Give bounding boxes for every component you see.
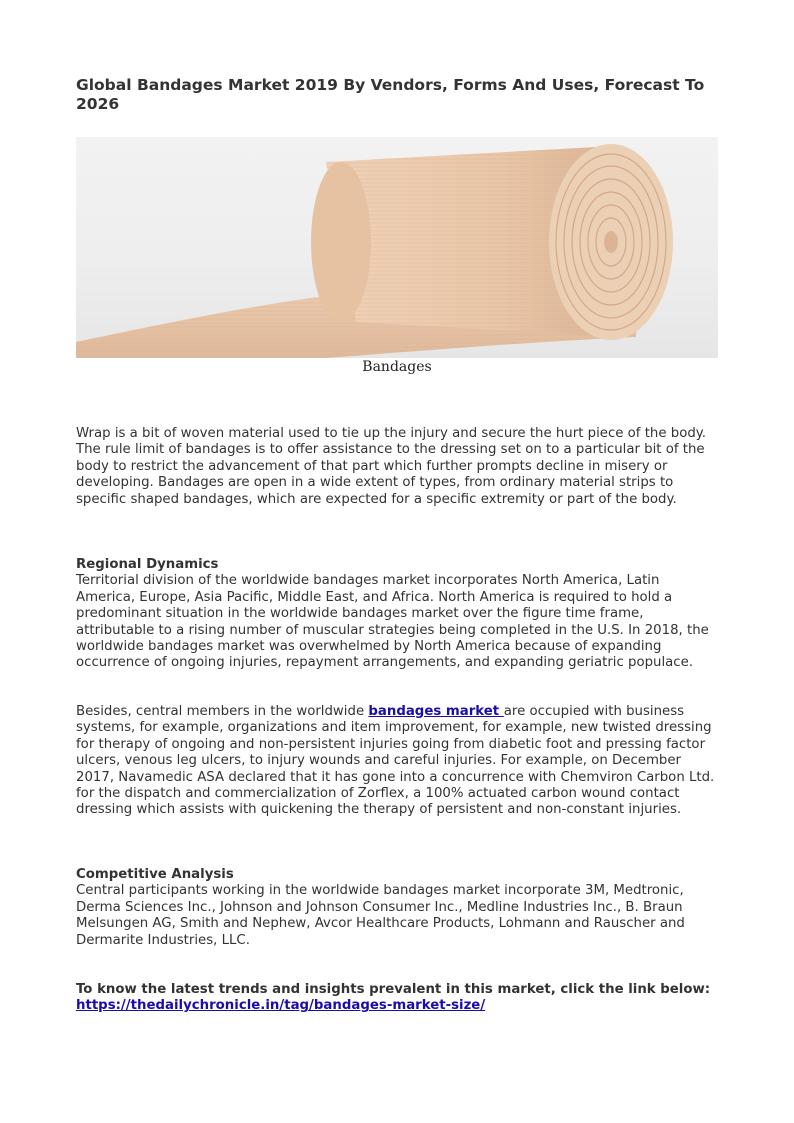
bandages-market-link[interactable]: bandages market [368,704,504,719]
intro-paragraph: Wrap is a bit of woven material used to tie up the injury and secure the hurt piece of the body. The rule limit of bandages is to offer assistance to the dressing set on to a particular bit of the body to restrict the advancement of that part which further prompts decline in misery or developing. Bandages are open in a wide extent of types, from ordinary material strips to specific shaped bandages, which are expected for a specific extremity or part of the body. [76,426,706,507]
figure-caption: Bandages [362,359,432,375]
regional-heading: Regional Dynamics [76,557,219,572]
cta-link[interactable]: https://thedailychronicle.in/tag/bandages-market-size/ [76,998,486,1014]
besides-text-before: Besides, central members in the worldwide [76,704,369,719]
regional-text: Territorial division of the worldwide bandages market incorporates North America, Latin America, Europe, Asia Pacific, Middle East, and Africa. North America is required to hold a predominant situation in the worldwide bandages market over the figure time frame, attributable to a rising number of muscular strategies being completed in the U.S. In 2018, the worldwide bandages market was overwhelmed by North America because of expanding occurrence of ongoing injuries, repayment arrangements, and expanding geriatric populace. [76,573,709,671]
besides-text-after: are occupied with business systems, for example, organizations and item improvement, for example, new twisted dressing for therapy of ongoing and non-persistent injuries going from diabetic foot and pressing factor ulcers, venous leg ulcers, to injury wounds and careful injuries. For example, on December 2017, Navamedic ASA declared that it has gone into a concurrence with Chemviron Carbon Ltd. for the dispatch and commercialization of Zorflex, a 100% actuated carbon wound contact dressing which assists with quickening the therapy of persistent and non-constant injuries. [76,704,715,818]
besides-paragraph [76,704,720,819]
competitive-heading: Competitive Analysis [76,867,234,882]
regional-section [76,557,720,672]
cta-paragraph [76,982,720,1015]
bandage-roll-illustration [76,137,718,358]
article-title: Global Bandages Market 2019 By Vendors, Forms And Uses, Forecast To 2026 [76,76,705,113]
cta-text: To know the latest trends and insights prevalent in this market, click the link below: [76,982,711,997]
competitive-section [76,867,720,949]
competitive-text: Central participants working in the worldwide bandages market incorporate 3M, Medtronic, Derma Sciences Inc., Johnson and Johnson Consumer Inc., Medline Industries Inc., B. Braun Melsungen AG, Smith and Nephew, Avcor Healthcare Products, Lohmann and Rauscher and Dermarite Industries, LLC. [76,883,685,948]
bandage-photo [76,137,718,358]
